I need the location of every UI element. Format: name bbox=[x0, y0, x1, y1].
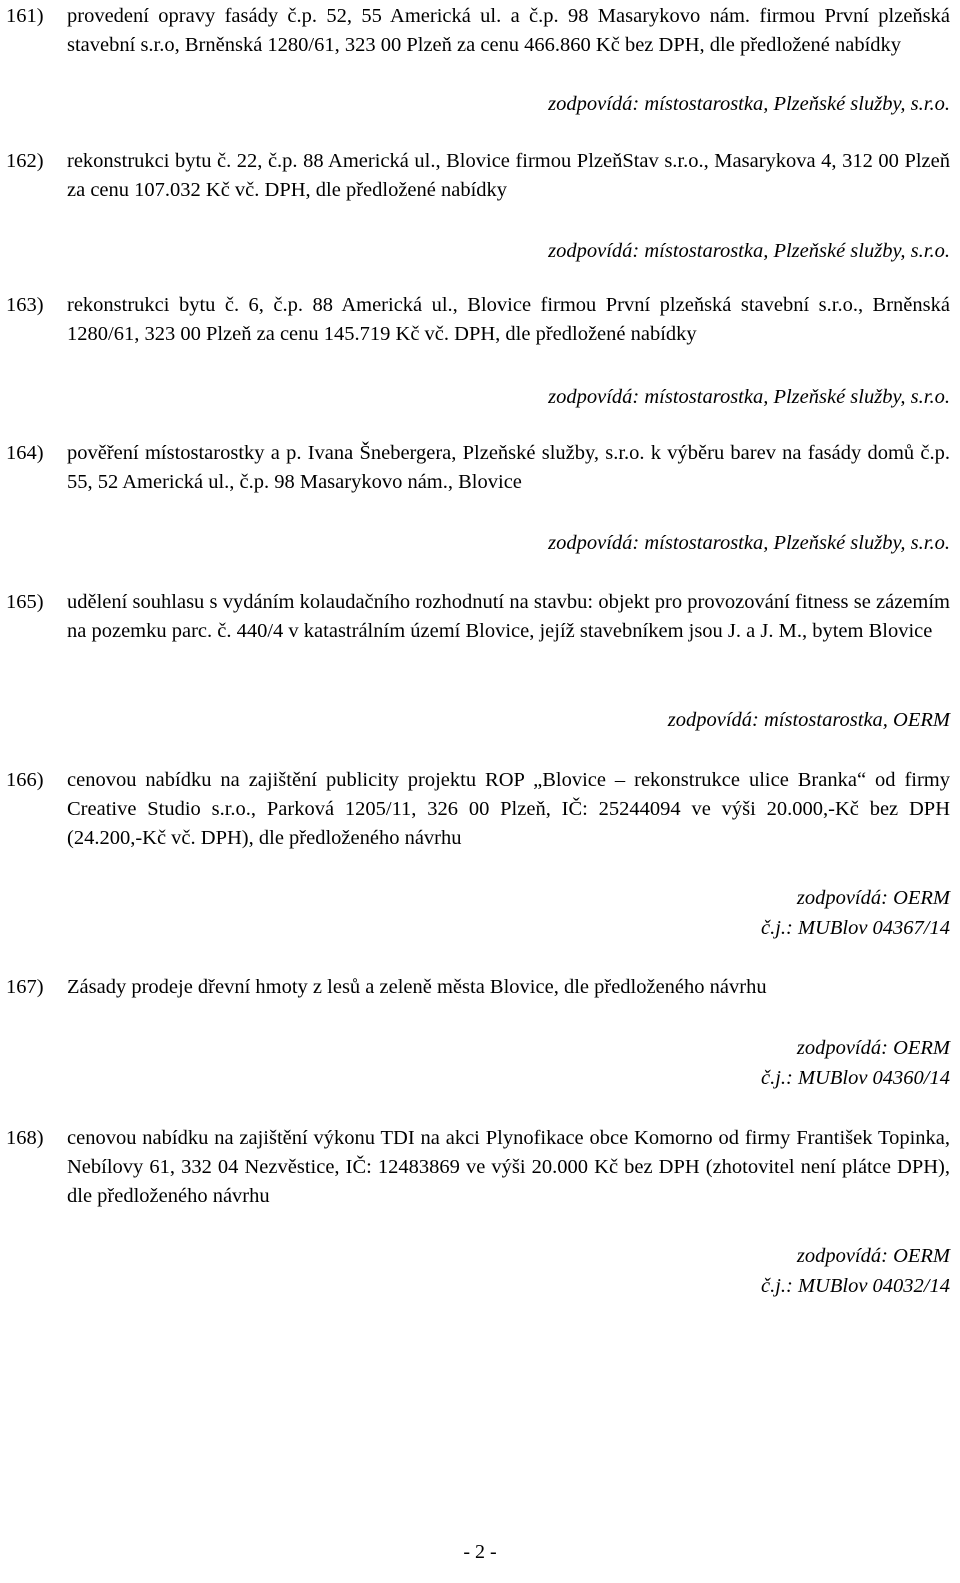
item-number: 164) bbox=[6, 442, 44, 464]
resolution-item-167 bbox=[6, 973, 950, 1002]
resolution-item-166 bbox=[6, 766, 950, 853]
responsible-line: zodpovídá: OERM bbox=[796, 1037, 950, 1059]
item-number: 166) bbox=[6, 769, 44, 791]
item-number: 165) bbox=[6, 591, 44, 613]
resolution-item-164 bbox=[6, 439, 950, 497]
resolution-item-165 bbox=[6, 588, 950, 646]
item-text: Zásady prodeje dřevní hmoty z lesů a zeleně města Blovice, dle předloženého návrhu bbox=[67, 976, 767, 998]
item-number: 168) bbox=[6, 1127, 44, 1149]
resolution-item-168 bbox=[6, 1124, 950, 1211]
responsible-line: zodpovídá: místostarostka, Plzeňské služby, s.r.o. bbox=[548, 93, 950, 115]
item-number: 163) bbox=[6, 294, 44, 316]
page-number: - 2 - bbox=[463, 1541, 497, 1563]
resolution-item-161 bbox=[6, 2, 950, 60]
responsible-line: zodpovídá: místostarostka, Plzeňské služby, s.r.o. bbox=[548, 532, 950, 554]
reference-number: č.j.: MUBlov 04360/14 bbox=[760, 1067, 950, 1089]
item-text: udělení souhlasu s vydáním kolaudačního rozhodnutí na stavbu: objekt pro provozování fitness se zázemím na pozemku parc. č. 440/4 v katastrálním území Blovice, jejíž stavebníkem jsou J. a J. M., bytem Blovice bbox=[67, 591, 950, 642]
item-number: 162) bbox=[6, 150, 44, 172]
item-text: cenovou nabídku na zajištění výkonu TDI na akci Plynofikace obce Komorno od firmy František Topinka, Nebílovy 61, 332 04 Nezvěstice, IČ: 12483869 ve výši 20.000 Kč bez DPH (zhotovitel není plátce DPH), dle předloženého návrhu bbox=[67, 1127, 950, 1207]
responsible-line: zodpovídá: místostarostka, OERM bbox=[667, 709, 950, 731]
item-number: 167) bbox=[6, 976, 44, 998]
item-number: 161) bbox=[6, 5, 44, 27]
item-text: pověření místostarostky a p. Ivana Šnebergera, Plzeňské služby, s.r.o. k výběru barev na fasády domů č.p. 55, 52 Americká ul., č.p. 98 Masarykovo nám., Blovice bbox=[67, 442, 950, 493]
reference-number: č.j.: MUBlov 04032/14 bbox=[760, 1275, 950, 1297]
item-text: provedení opravy fasády č.p. 52, 55 Americká ul. a č.p. 98 Masarykovo nám. firmou První plzeňská stavební s.r.o, Brněnská 1280/61, 323 00 Plzeň za cenu 466.860 Kč bez DPH, dle předložené nabídky bbox=[67, 5, 950, 56]
responsible-line: zodpovídá: místostarostka, Plzeňské služby, s.r.o. bbox=[548, 386, 950, 408]
responsible-line: zodpovídá: OERM bbox=[796, 1245, 950, 1267]
resolution-item-162 bbox=[6, 147, 950, 205]
item-text: cenovou nabídku na zajištění publicity projektu ROP „Blovice – rekonstrukce ulice Branka“ od firmy Creative Studio s.r.o., Parková 1205/11, 326 00 Plzeň, IČ: 25244094 ve výši 20.000,-Kč bez DPH (24.200,-Kč vč. DPH), dle předloženého návrhu bbox=[67, 769, 950, 849]
responsible-line: zodpovídá: místostarostka, Plzeňské služby, s.r.o. bbox=[548, 240, 950, 262]
reference-number: č.j.: MUBlov 04367/14 bbox=[760, 917, 950, 939]
responsible-line: zodpovídá: OERM bbox=[796, 887, 950, 909]
item-text: rekonstrukci bytu č. 22, č.p. 88 Americká ul., Blovice firmou PlzeňStav s.r.o., Masarykova 4, 312 00 Plzeň za cenu 107.032 Kč vč. DPH, dle předložené nabídky bbox=[67, 150, 950, 201]
resolution-item-163 bbox=[6, 291, 950, 349]
item-text: rekonstrukci bytu č. 6, č.p. 88 Americká ul., Blovice firmou První plzeňská stavební s.r.o., Brněnská 1280/61, 323 00 Plzeň za cenu 145.719 Kč vč. DPH, dle předložené nabídky bbox=[67, 294, 950, 345]
